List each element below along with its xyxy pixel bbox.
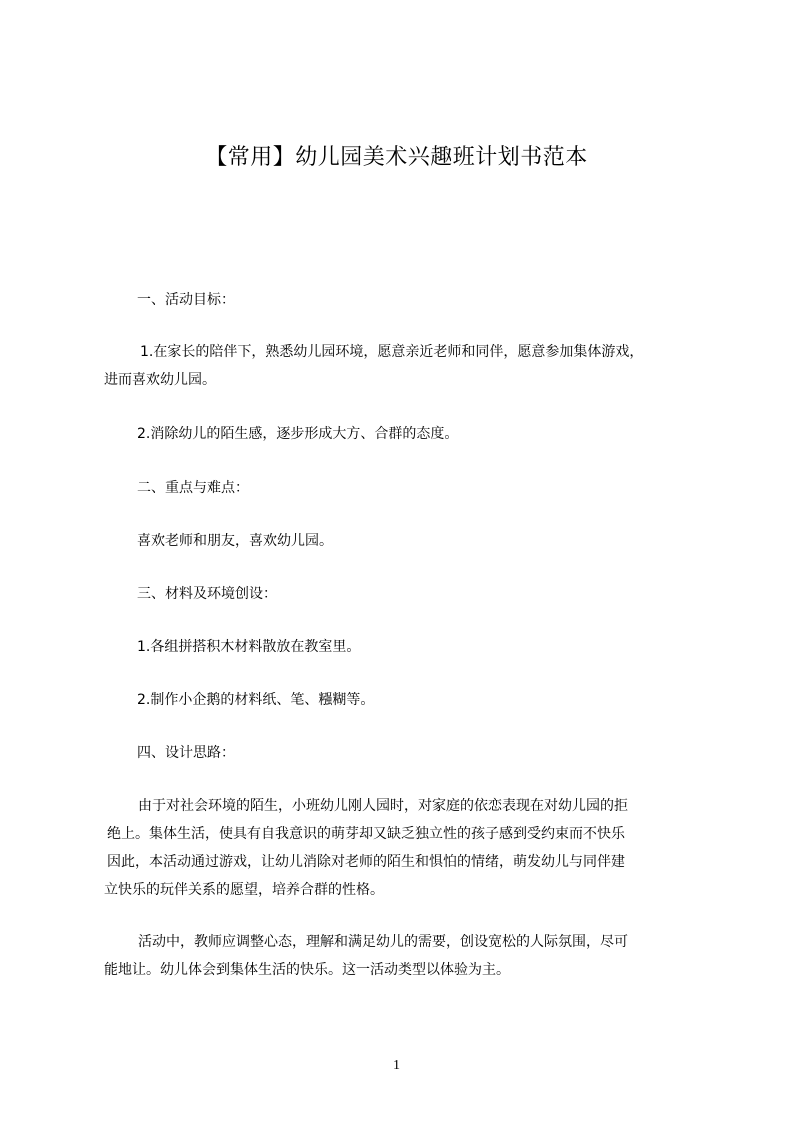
document-title: 【常用】幼儿园美术兴趣班计划书范本 — [205, 145, 588, 170]
text-line: 因此，本活动通过游戏，让幼儿消除对老师的陌生和惧怕的情绪，萌发幼儿与同伴建 — [107, 854, 625, 870]
text-line: 立快乐的玩伴关系的愿望，培养合群的性格。 — [104, 882, 384, 898]
goal-paragraph-1 — [104, 338, 643, 394]
goal-paragraph-2: 2.消除幼儿的陌生感，逐步形成大方、合群的态度。 — [137, 426, 459, 442]
material-item-2: 2.制作小企鹅的材料纸、笔、糨糊等。 — [137, 692, 375, 708]
section-heading-goals: 一、活动目标： — [137, 292, 235, 308]
section-heading-design: 四、设计思路： — [137, 745, 235, 761]
page-number: 1 — [393, 1058, 400, 1073]
section-heading-key-points: 二、重点与难点： — [137, 480, 249, 496]
text-line: 进而喜欢幼儿园。 — [104, 372, 216, 388]
design-paragraph-1 — [104, 792, 628, 904]
text-line: 能地让。幼儿体会到集体生活的快乐。这一活动类型以体验为主。 — [104, 962, 510, 978]
material-item-1: 1.各组拼搭积木材料散放在教室里。 — [137, 639, 361, 655]
key-point-text: 喜欢老师和朋友，喜欢幼儿园。 — [137, 533, 333, 549]
text-line: 绝上。集体生活，使具有自我意识的萌芽却又缺乏独立性的孩子感到受约束而不快乐 — [107, 826, 625, 842]
text-line: 活动中，教师应调整心态，理解和满足幼儿的需要，创设宽松的人际氛围，尽可 — [138, 934, 628, 950]
section-heading-materials: 三、材料及环境创设： — [137, 586, 277, 602]
design-paragraph-2 — [104, 928, 628, 984]
text-line: 由于对社会环境的陌生，小班幼儿刚人园时，对家庭的依恋表现在对幼儿园的拒 — [138, 798, 628, 814]
text-line: 1.在家长的陪伴下，熟悉幼儿园环境，愿意亲近老师和同伴，愿意参加集体游戏， — [140, 344, 644, 360]
